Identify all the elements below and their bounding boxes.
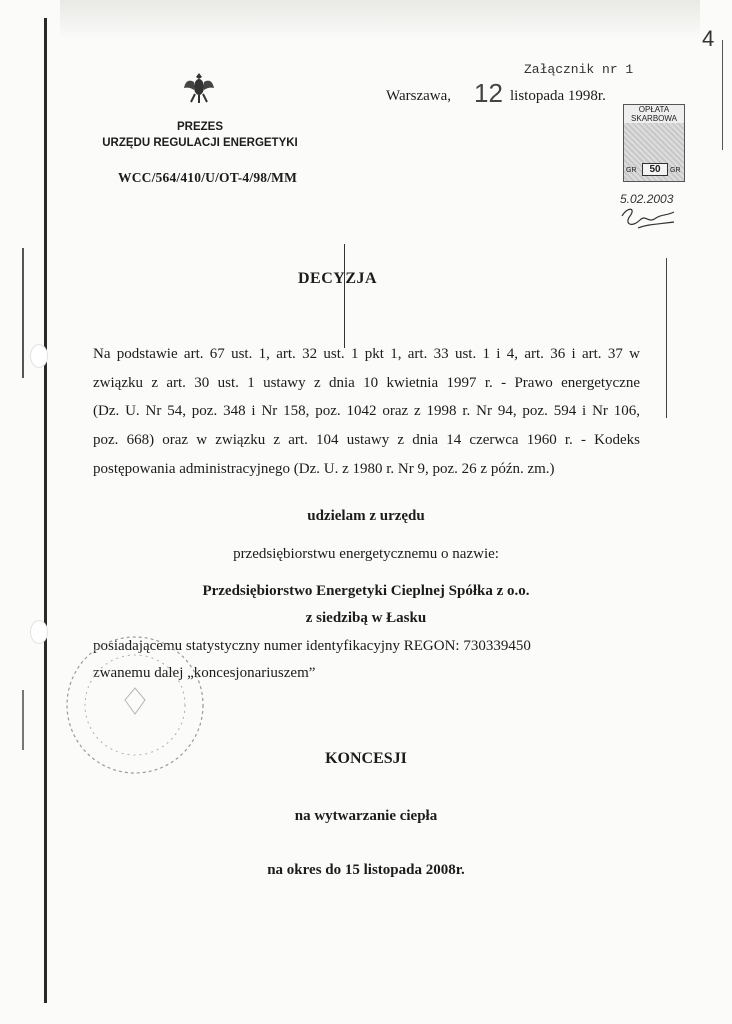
company-seat: z siedzibą w Łasku	[305, 610, 427, 626]
stamp-value: 50	[642, 163, 668, 176]
handwritten-day: 12	[474, 78, 503, 108]
margin-bracket	[22, 248, 24, 378]
stamp-unit: GR	[626, 167, 637, 174]
office-name: URZĘDU REGULACJI ENERGETYKI	[102, 137, 298, 149]
signature-icon	[618, 202, 678, 234]
stamp-unit: GR	[670, 167, 681, 174]
margin-bracket	[666, 258, 667, 418]
page-number-handwritten: 4	[702, 26, 715, 51]
punch-hole	[30, 344, 48, 368]
office-head-title: PREZES	[176, 121, 223, 133]
designation-line: zwanemu dalej „koncesjonariuszem”	[93, 665, 316, 681]
legal-basis-line: Na podstawie art. 67 ust. 1, art. 32 ust. 1 pkt 1, art. 33 ust. 1 i 4, art. 36 i art. 37 w	[93, 346, 640, 362]
eagle-emblem-icon	[183, 70, 215, 104]
stamp-header	[624, 105, 684, 123]
stamp-line: SKARBOWA	[631, 114, 677, 123]
legal-basis-line: postępowania administracyjnego (Dz. U. z 1980 r. Nr 9, poz. 26 z późn. zm.)	[93, 461, 555, 477]
regon-line: posiadającemu statystyczny numer identyfikacyjny REGON: 730339450	[93, 638, 531, 654]
company-name: Przedsiębiorstwo Energetyki Cieplnej Spółka z o.o.	[202, 583, 530, 599]
stamp-line: OPŁATA	[638, 105, 670, 114]
license-scope: na wytwarzanie ciepła	[294, 808, 438, 824]
revenue-stamp	[623, 104, 685, 182]
legal-basis-line: (Dz. U. Nr 54, poz. 348 i Nr 158, poz. 1042 oraz z 1998 r. Nr 94, poz. 594 i Nr 106,	[93, 403, 640, 419]
page-edge-line	[722, 40, 723, 150]
place-label: Warszawa,	[386, 88, 452, 104]
recipient-intro: przedsiębiorstwu energetycznemu o nazwie:	[233, 546, 499, 562]
handwritten-mark	[344, 244, 345, 348]
grant-statement: udzielam z urzędu	[307, 508, 425, 524]
date-month-year: listopada 1998r.	[510, 88, 606, 104]
decision-object: KONCESJI	[325, 750, 407, 767]
margin-bracket	[22, 690, 24, 750]
legal-basis-line: związku z art. 30 ust. 1 ustawy z dnia 10 kwietnia 1997 r. - Prawo energetyczne	[93, 375, 640, 391]
legal-basis-line: poz. 668) oraz w związku z art. 104 ustawy z dnia 14 czerwca 1960 r. - Kodeks	[93, 432, 640, 448]
attachment-label: Załącznik nr 1	[524, 62, 634, 77]
license-period: na okres do 15 listopada 2008r.	[267, 862, 465, 878]
scan-shadow	[60, 0, 700, 40]
reference-number: WCC/564/410/U/OT-4/98/MM	[118, 170, 298, 185]
document-title: DECYZJA	[298, 270, 378, 287]
handwritten-date: 5.02.2003	[620, 192, 674, 206]
